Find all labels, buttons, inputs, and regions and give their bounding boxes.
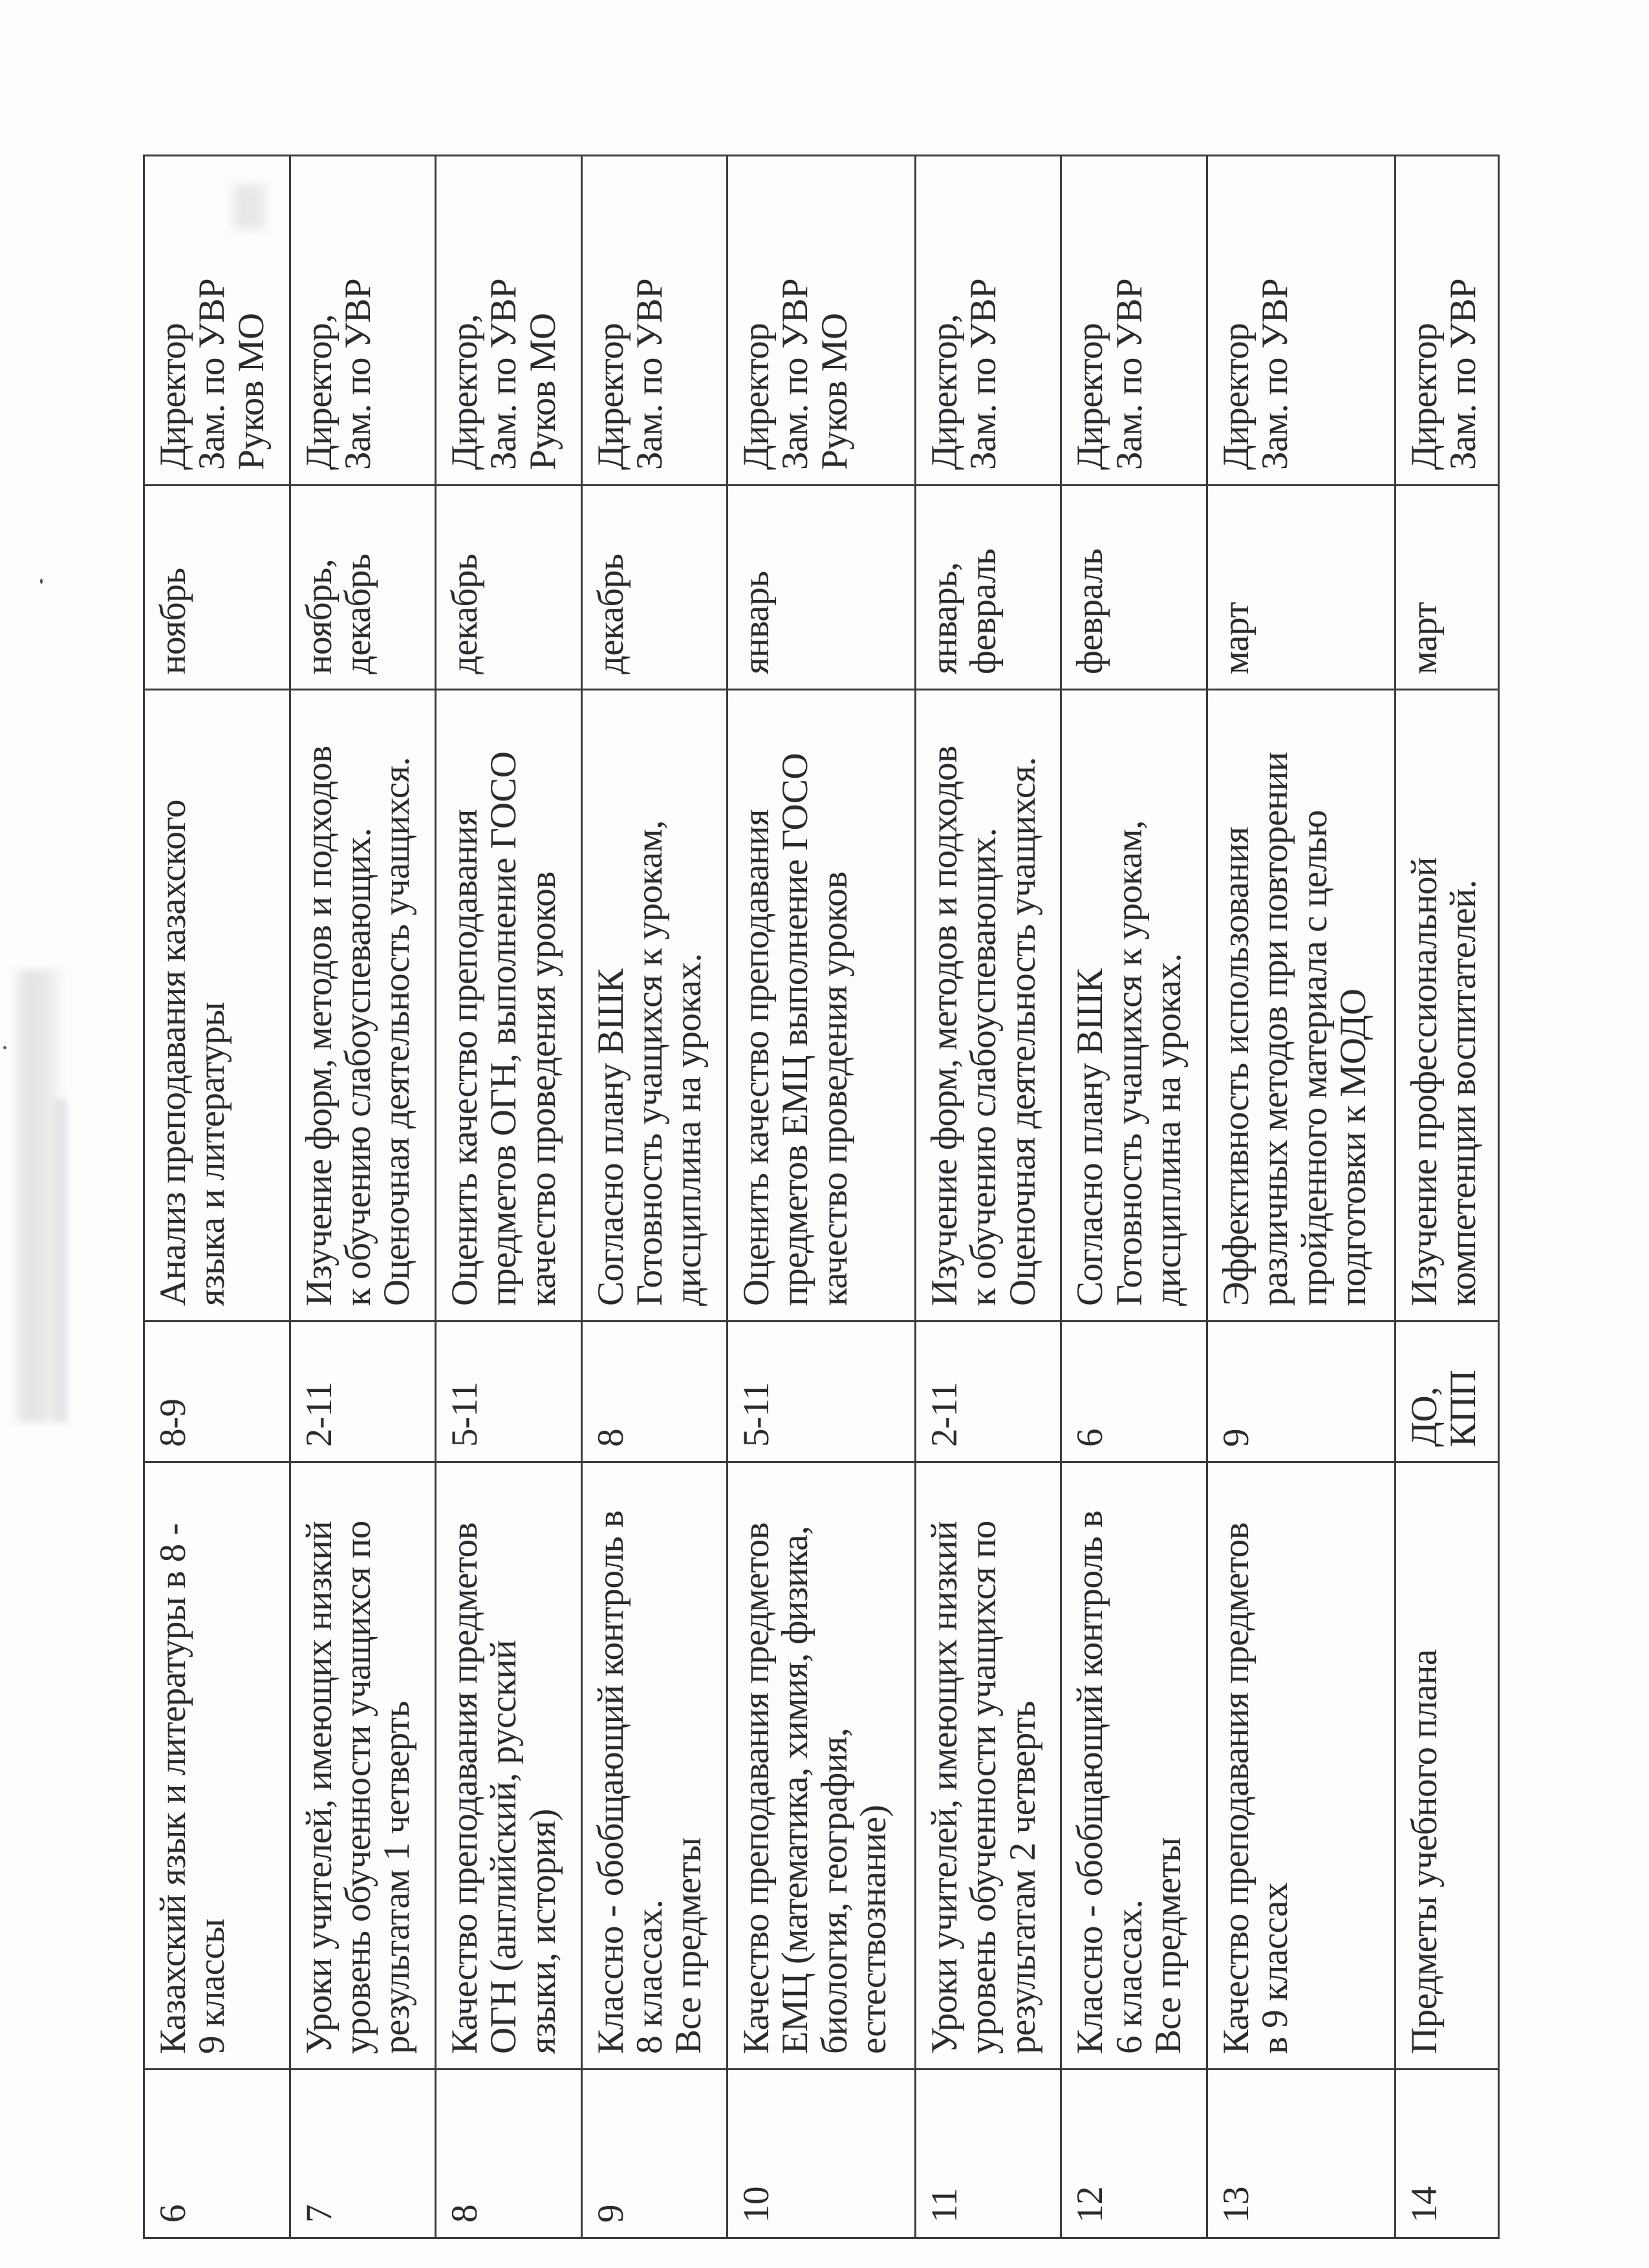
control-goal-cell: Согласно плану ВШК Готовность учащихся к урокам, дисциплина на уроках.	[1061, 690, 1207, 1321]
scan-artifact	[40, 579, 43, 584]
table-row	[436, 156, 582, 2238]
responsible-cell: Директор Зам. по УВР Руков МО	[727, 156, 916, 486]
row-number-cell: 10	[727, 2070, 916, 2238]
control-plan-table	[143, 155, 1500, 2239]
control-goal-cell: Оценить качество преподавания предметов ОГН, выполнение ГОСО качество проведения уроков	[436, 690, 582, 1321]
scan-artifact	[3, 1046, 6, 1049]
table-row	[915, 156, 1061, 2238]
responsible-cell: Директор Зам. по УВР Руков МО	[144, 156, 290, 486]
responsible-cell: Директор Зам. по УВР	[1207, 156, 1395, 486]
table-row	[144, 156, 290, 2238]
timing-cell: ноябрь, декабрь	[290, 486, 436, 690]
timing-cell: март	[1207, 486, 1395, 690]
control-object-cell: Уроки учителей, имеющих низкий уровень обученности учащихся по результатам 1 четверть	[290, 1462, 436, 2070]
responsible-cell: Директор, Зам. по УВР Руков МО	[436, 156, 582, 486]
table-row	[1061, 156, 1207, 2238]
classes-cell: 5-11	[727, 1321, 916, 1462]
table-row	[727, 156, 916, 2238]
timing-cell: январь, февраль	[915, 486, 1061, 690]
timing-cell: январь	[727, 486, 916, 690]
control-goal-cell: Согласно плану ВШК Готовность учащихся к урокам, дисциплина на уроках.	[581, 690, 727, 1321]
rotated-table-wrapper	[143, 156, 1500, 2239]
control-object-cell: Качество преподавания предметов ОГН (английский, русский языки, история)	[436, 1462, 582, 2070]
row-number-cell: 6	[144, 2070, 290, 2238]
responsible-cell: Директор Зам. по УВР	[1395, 156, 1498, 486]
row-number-cell: 11	[915, 2070, 1061, 2238]
responsible-cell: Директор, Зам. по УВР	[915, 156, 1061, 486]
row-number-cell: 14	[1395, 2070, 1498, 2238]
classes-cell: 9	[1207, 1321, 1395, 1462]
responsible-cell: Директор Зам. по УВР	[1061, 156, 1207, 486]
classes-cell: 6	[1061, 1321, 1207, 1462]
table-row	[290, 156, 436, 2238]
control-goal-cell: Эффективность использования различных методов при повторении пройденного материала с целью подготовки к МОДО	[1207, 690, 1395, 1321]
timing-cell: декабрь	[436, 486, 582, 690]
table-row	[1207, 156, 1395, 2238]
row-number-cell: 9	[581, 2070, 727, 2238]
row-number-cell: 7	[290, 2070, 436, 2238]
responsible-cell: Директор, Зам. по УВР	[290, 156, 436, 486]
classes-cell: 5-11	[436, 1321, 582, 1462]
control-object-cell: Уроки учителей, имеющих низкий уровень обученности учащихся по результатам 2 четверть	[915, 1462, 1061, 2070]
control-object-cell: Казахский язык и литературы в 8 - 9 классы	[144, 1462, 290, 2070]
timing-cell: март	[1395, 486, 1498, 690]
control-object-cell: Классно - обобщающий контроль в 8 классах. Все предметы	[581, 1462, 727, 2070]
classes-cell: 2-11	[290, 1321, 436, 1462]
control-goal-cell: Оценить качество преподавания предметов ЕМЦ выполнение ГОСО качество проведения уроков	[727, 690, 916, 1321]
classes-cell: ДО, КПП	[1395, 1321, 1498, 1462]
responsible-cell: Директор Зам. по УВР	[581, 156, 727, 486]
control-goal-cell: Изучение форм, методов и подходов к обучению слабоуспевающих. Оценочная деятельность учащихся.	[290, 690, 436, 1321]
control-goal-cell: Анализ преподавания казахского языка и литературы	[144, 690, 290, 1321]
row-number-cell: 13	[1207, 2070, 1395, 2238]
control-object-cell: Качество преподавания предметов ЕМЦ (математика, химия, физика, биология, география, естествознание)	[727, 1462, 916, 2070]
timing-cell: февраль	[1061, 486, 1207, 690]
table-row	[1395, 156, 1498, 2238]
row-number-cell: 8	[436, 2070, 582, 2238]
classes-cell: 8	[581, 1321, 727, 1462]
timing-cell: декабрь	[581, 486, 727, 690]
control-goal-cell: Изучение профессиональной компетенции воспитателей.	[1395, 690, 1498, 1321]
timing-cell: ноябрь	[144, 486, 290, 690]
classes-cell: 8-9	[144, 1321, 290, 1462]
classes-cell: 2-11	[915, 1321, 1061, 1462]
control-object-cell: Качество преподавания предметов в 9 классах	[1207, 1462, 1395, 2070]
control-object-cell: Классно - обобщающий контроль в 6 классах. Все предметы	[1061, 1462, 1207, 2070]
control-goal-cell: Изучение форм, методов и подходов к обучению слабоуспевающих. Оценочная деятельность учащихся.	[915, 690, 1061, 1321]
rotated-page	[143, 156, 1500, 2239]
table-body	[144, 156, 1499, 2238]
row-number-cell: 12	[1061, 2070, 1207, 2238]
scan-artifact	[55, 1099, 68, 1422]
control-object-cell: Предметы учебного плана	[1395, 1462, 1498, 2070]
table-row	[581, 156, 727, 2238]
